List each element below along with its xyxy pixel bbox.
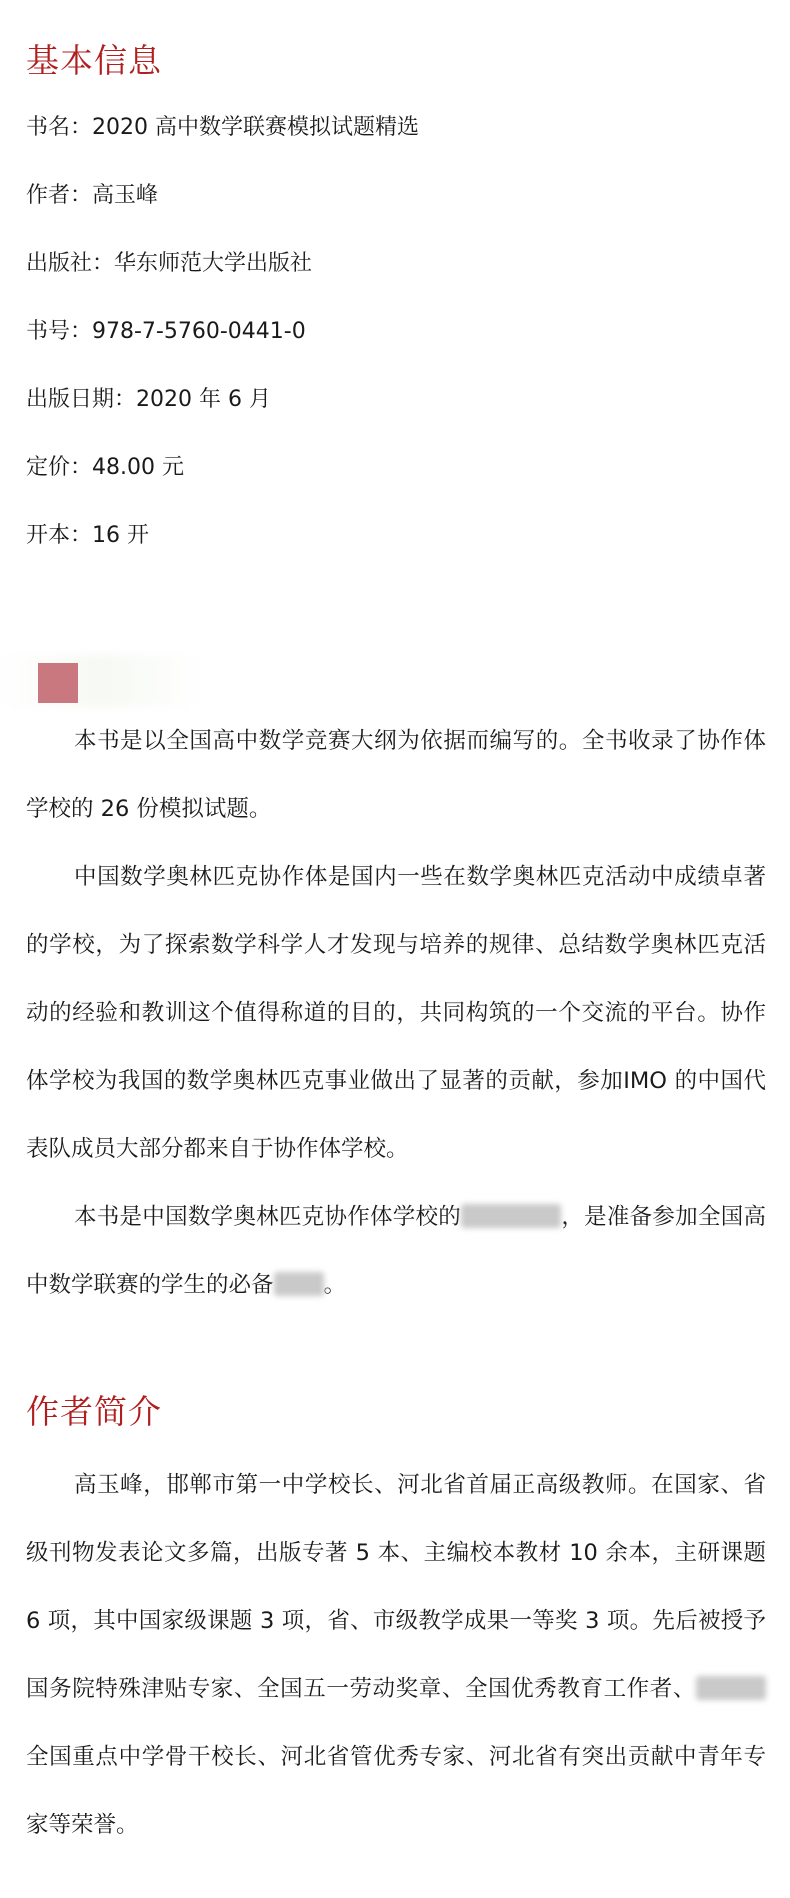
intro-p3-text-c: 。 (323, 1272, 347, 1298)
basic-info-heading: 基本信息 (26, 41, 162, 80)
blurred-word (461, 1204, 561, 1228)
author-p1-text-b: 全国重点中学骨干校长、河北省管优秀专家、河北省有突出贡献中青年专家等荣誉。 (26, 1744, 766, 1838)
author-p1-text-a: 高玉峰，邯郸市第一中学校长、河北省首届正高级教师。在国家、省级刊物发表论文多篇，出版专著 5 本、主编校本教材 10 余本，主研课题 6 项，其中国家级课题 3 项，省、市级教学成果一等奖 3 项。先后被授予国务院特殊津贴专家、全国五一劳动奖章、全国优秀教育工作者、 (26, 1472, 766, 1702)
intro-p3-text-b: ，是准备参加全国高中数学联赛的学生的必备 (26, 1204, 766, 1298)
blurred-decoration (0, 655, 200, 707)
price-line: 定价：48.00 元 (26, 455, 184, 480)
pub-date-line: 出版日期：2020 年 6 月 (26, 387, 271, 412)
format-line: 开本：16 开 (26, 523, 149, 548)
isbn-line: 书号：978-7-5760-0441-0 (26, 319, 306, 344)
intro-paragraph-3 (26, 1183, 766, 1319)
intro-p3-text-a: 本书是中国数学奥林匹克协作体学校的 (74, 1204, 462, 1230)
section-marker-block (38, 663, 78, 703)
book-name-line: 书名：2020 高中数学联赛模拟试题精选 (26, 115, 419, 140)
author-line: 作者：高玉峰 (26, 183, 159, 208)
publisher-line: 出版社：华东师范大学出版社 (26, 251, 313, 276)
author-paragraph (26, 1451, 766, 1859)
intro-paragraph-2: 中国数学奥林匹克协作体是国内一些在数学奥林匹克活动中成绩卓著的学校，为了探索数学科学人才发现与培养的规律、总结数学奥林匹克活动的经验和教训这个值得称道的目的，共同构筑的一个交流的平台。协作体学校为我国的数学奥林匹克事业做出了显著的贡献，参加IMO 的中国代表队成员大部分都来自于协作体学校。 (26, 864, 766, 1162)
blurred-word (696, 1676, 766, 1700)
author-intro-heading: 作者简介 (26, 1392, 162, 1431)
intro-paragraph-1: 本书是以全国高中数学竞赛大纲为依据而编写的。全书收录了协作体学校的 26 份模拟试题。 (26, 728, 766, 822)
blurred-word (274, 1272, 324, 1296)
